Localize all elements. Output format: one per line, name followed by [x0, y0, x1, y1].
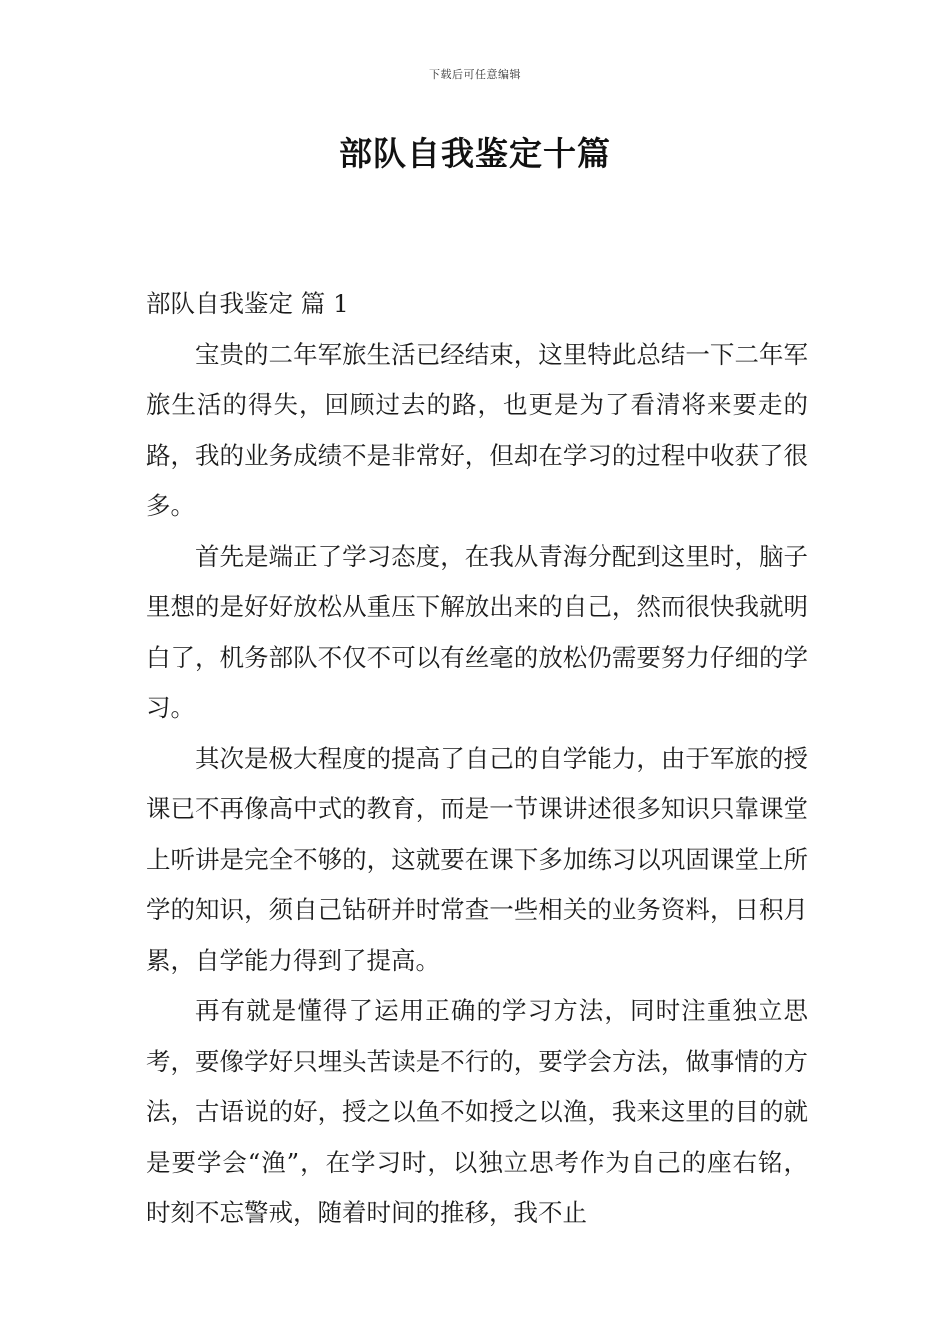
section-heading: 部队自我鉴定 篇 1	[146, 289, 349, 318]
paragraph-3: 其次是极大程度的提高了自己的自学能力，由于军旅的授课已不再像高中式的教育，而是一节课讲述很多知识只靠课堂上听讲是完全不够的，这就要在课下多加练习以巩固课堂上所学的知识，须自己钻研并时常查一些相关的业务资料，日积月累，自学能力得到了提高。	[146, 743, 808, 975]
header-note: 下载后可任意编辑	[429, 68, 521, 81]
paragraph-4: 再有就是懂得了运用正确的学习方法，同时注重独立思考，要像学好只埋头苦读是不行的，要学会方法，做事情的方法，古语说的好，授之以鱼不如授之以渔，我来这里的目的就是要学会“渔”，在学习时，以独立思考作为自己的座右铭，时刻不忘警戒，随着时间的推移，我不止	[146, 996, 808, 1227]
document-title: 部队自我鉴定十篇	[339, 134, 611, 173]
document-body	[146, 279, 808, 1239]
paragraph-1: 宝贵的二年军旅生活已经结束，这里特此总结一下二年军旅生活的得失，回顾过去的路，也更是为了看清将来要走的路，我的业务成绩不是非常好，但却在学习的过程中收获了很多。	[146, 339, 808, 520]
paragraph-2: 首先是端正了学习态度，在我从青海分配到这里时，脑子里想的是好好放松从重压下解放出来的自己，然而很快我就明白了，机务部队不仅不可以有丝毫的放松仍需要努力仔细的学习。	[146, 541, 808, 722]
